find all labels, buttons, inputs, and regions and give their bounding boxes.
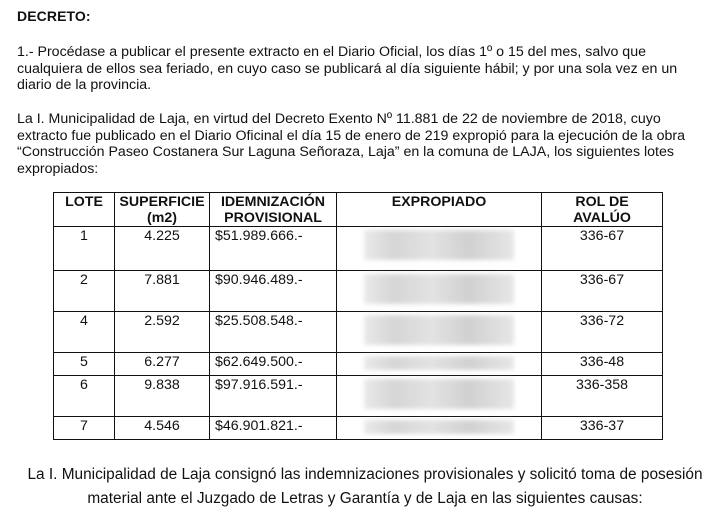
cell-superficie: 7.881: [115, 271, 210, 312]
redacted-name-blur: [364, 315, 514, 345]
cell-superficie: 2.592: [115, 312, 210, 353]
cell-expropiado-redacted: [337, 353, 542, 376]
cell-indemnizacion: $51.989.666.-: [210, 227, 337, 271]
header-rol: ROL DE AVALÚO: [542, 193, 663, 227]
cell-rol: 336-37: [542, 417, 663, 440]
cell-indemnizacion: $46.901.821.-: [210, 417, 337, 440]
cell-superficie: 4.225: [115, 227, 210, 271]
cell-lote: 4: [54, 312, 115, 353]
cell-lote: 2: [54, 271, 115, 312]
cell-lote: 7: [54, 417, 115, 440]
cell-expropiado-redacted: [337, 271, 542, 312]
cell-rol: 336-67: [542, 271, 663, 312]
decree-paragraph-3: La I. Municipalidad de Laja consignó las indemnizaciones provisionales y solicitó toma de posesión material ante el Juzgado de Letras y Garantía y de Laja en las siguientes causas:: [27, 466, 703, 507]
redacted-name-blur: [364, 420, 514, 434]
table-row: [54, 271, 663, 312]
header-superficie: SUPERFICIE (m2): [115, 193, 210, 227]
table-header-row: [54, 193, 663, 227]
cell-superficie: 6.277: [115, 353, 210, 376]
decree-heading: DECRETO:: [17, 8, 91, 24]
decree-paragraph-2: La I. Municipalidad de Laja, en virtud del Decreto Exento Nº 11.881 de 22 de noviembre de 2018, cuyo extracto fue publicado en el Diario Oficinal el día 15 de enero de 219 expropió para la ejecución de la obra “Construcción Paseo Costanera Sur Laguna Señoraza, Laja” en la comuna de LAJA, los siguientes lotes expropiados:: [17, 111, 686, 177]
cell-expropiado-redacted: [337, 312, 542, 353]
table-row: [54, 312, 663, 353]
table-row: [54, 353, 663, 376]
cell-expropiado-redacted: [337, 227, 542, 271]
cell-lote: 1: [54, 227, 115, 271]
table-row: [54, 376, 663, 417]
redacted-name-blur: [364, 230, 514, 260]
cell-indemnizacion: $62.649.500.-: [210, 353, 337, 376]
decree-paragraph-1: 1.- Procédase a publicar el presente extracto en el Diario Oficial, los días 1º o 15 del mes, salvo que cualquiera de ellos sea feriado, en cuyo caso se publicará al día siguiente hábil; y por una sola vez en un diario de la provincia.: [17, 44, 678, 93]
cell-rol: 336-48: [542, 353, 663, 376]
redacted-name-blur: [364, 356, 514, 370]
cell-superficie: 4.546: [115, 417, 210, 440]
header-indemnizacion: IDEMNIZACIÓN PROVISIONAL: [210, 193, 337, 227]
expropriated-lots-table: [53, 192, 663, 440]
redacted-name-blur: [364, 379, 514, 409]
header-expropiado: EXPROPIADO: [337, 193, 542, 227]
cell-rol: 336-72: [542, 312, 663, 353]
table-row: [54, 417, 663, 440]
cell-expropiado-redacted: [337, 417, 542, 440]
cell-superficie: 9.838: [115, 376, 210, 417]
header-lote: LOTE: [54, 193, 115, 227]
cell-lote: 6: [54, 376, 115, 417]
cell-indemnizacion: $25.508.548.-: [210, 312, 337, 353]
cell-rol: 336-67: [542, 227, 663, 271]
cell-expropiado-redacted: [337, 376, 542, 417]
table-row: [54, 227, 663, 271]
cell-indemnizacion: $90.946.489.-: [210, 271, 337, 312]
cell-indemnizacion: $97.916.591.-: [210, 376, 337, 417]
redacted-name-blur: [364, 274, 514, 304]
cell-rol: 336-358: [542, 376, 663, 417]
cell-lote: 5: [54, 353, 115, 376]
